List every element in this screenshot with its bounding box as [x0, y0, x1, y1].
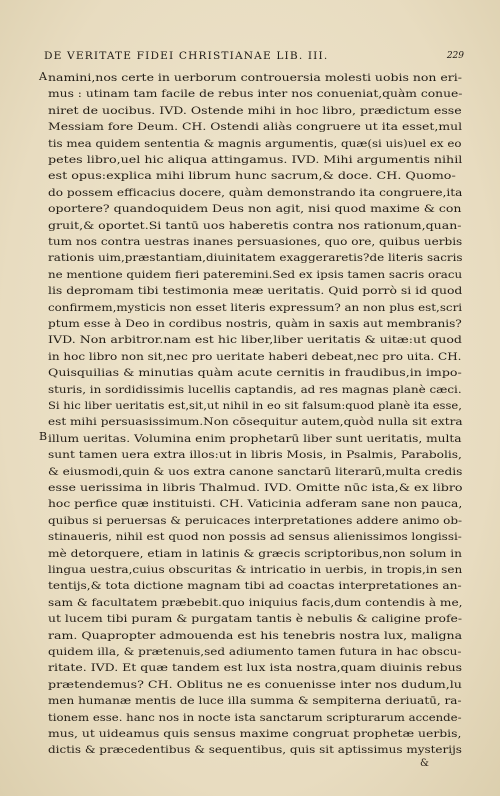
- text-line: ut lucem tibi puram & purgatam tantis è nebulis & caligine profe-: [48, 614, 463, 626]
- text-line: mus, ut uideamus quis sensus maxime congruat prophetæ uerbis,: [48, 729, 462, 740]
- text-line: niret de uocibus. IVD. Ostende mihi in hoc libro, prædictum esse: [48, 105, 462, 117]
- text-line: gruit,& oportet.Si tantū uos haberetis contra nos rationum,quan-: [48, 220, 462, 232]
- running-title: DE VERITATE FIDEI CHRISTIANAE LIB. III.: [44, 50, 329, 62]
- folio-number: 229: [446, 51, 464, 61]
- text-line: mè detorquere, etiam in latinis & græcis scriptoribus,non solum in: [48, 548, 463, 560]
- body-text: [38, 70, 464, 770]
- running-header: [44, 50, 464, 66]
- text-line: tis mea quidem sententia & magnis argumentis, quæ(si uis)uel ex eo: [48, 138, 462, 150]
- text-line: IVD. Non arbitror.nam est hic liber,liber ueritatis & uitæ:ut quod: [48, 335, 462, 347]
- text-line: sunt tamen uera extra illos:ut in libris Mosis, in Psalmis, Parabolis,: [48, 450, 462, 462]
- text-line: ptum esse à Deo in cordibus nostris, quàm in saxis aut membranis?: [48, 319, 462, 330]
- text-line: quidem illa, & prætenuis,sed adiumento tamen futura in hac obscu-: [48, 647, 462, 658]
- text-line: tentijs,& tota dictione magnam tibi ad coactas interpretationes an-: [48, 581, 462, 593]
- text-line: ne mentione quidem fieri pateremini.Sed ex ipsis tamen sacris oracu: [48, 269, 463, 281]
- text-line: tum nos contra uestras inanes persuasiones, quo ore, quibus uerbis: [48, 237, 463, 248]
- text-line: confirmem,mysticis non esset literis expressum? an non plus est,scri: [48, 302, 463, 314]
- text-line: mus : utinam tam facile de rebus inter nos conueniat,quàm conue-: [48, 89, 463, 101]
- text-line: men humanæ mentis de luce illa summa & sempiterna deriuatū, ra-: [48, 696, 462, 708]
- text-line: Quisquilias & minutias quàm acute cernitis in fraudibus,in impo-: [48, 368, 462, 380]
- text-line: prætendemus? CH. Oblitus ne es conuenisse inter nos dudum,lu: [48, 679, 462, 691]
- text-line: Si hic liber ueritatis est,sit,ut nihil in eo sit falsum:quod planè ita esse,: [48, 401, 462, 412]
- text-line: ram. Quapropter admouenda est his tenebris nostra lux, maligna: [48, 630, 463, 642]
- text-line: lis depromam tibi testimonia meæ ueritatis. Quid porrò si id quod: [48, 286, 463, 298]
- text-line: ritate. IVD. Et quæ tandem est lux ista nostra,quam diuinis rebus: [48, 663, 463, 675]
- margin-letter-a: A: [39, 70, 47, 83]
- text-line: hoc perfice quæ instituisti. CH. Vaticinia adferam sane non pauca,: [48, 499, 463, 511]
- text-line: oportere? quandoquidem Deus non agit, nisi quod maxime & con: [48, 204, 462, 216]
- text-line: stinaueris, nihil est quod non possis ad sensus alienissimos longissi-: [48, 532, 462, 544]
- text-line: rationis uim,præstantiam,diuinitatem exaggeraretis?de literis sacris: [48, 253, 463, 265]
- text-line: in hoc libro non sit,nec pro ueritate haberi debeat,nec pro uita. CH.: [48, 351, 462, 363]
- text-line: illum ueritas. Volumina enim prophetarū liber sunt ueritatis, multa: [48, 433, 462, 445]
- text-line: lingua uestra,cuius obscuritas & intricatio in uerbis, in tropis,in sen: [48, 565, 463, 576]
- text-line: tionem esse. hanc nos in nocte ista sanctarum scripturarum accende-: [48, 712, 462, 724]
- text-line: est opus:explica mihi librum hunc sacrum,& doce. CH. Quomo-: [48, 171, 456, 183]
- text-line: esse uerissima in libris Thalmud. IVD. Omitte nūc ista,& ex libro: [48, 483, 463, 494]
- text-line: Messiam fore Deum. CH. Ostendi aliàs congruere ut ita esset,mul: [48, 122, 463, 134]
- text-line: petes libro,uel hic aliqua attingamus. IVD. Mihi argumentis nihil: [48, 155, 463, 166]
- text-line: sturis, in sordidissimis lucellis captandis, ad res magnas planè cæci.: [48, 384, 462, 396]
- text-line: dictis & præcedentibus & sequentibus, quis sit aptissimus mysterijs: [48, 745, 462, 757]
- text-line: do possem efficacius docere, quàm demonstrando ita congruere,ita: [48, 187, 463, 199]
- text-line: & eiusmodi,quin & uos extra canone sanctarū literarū,multa credis: [48, 466, 463, 478]
- text-line: sam & facultatem præbebit.quo iniquius facis,dum contendis à me,: [48, 597, 463, 609]
- catchword: &: [420, 758, 429, 769]
- text-line: quibus si peruersas & peruicaces interpretationes addere animo ob-: [48, 515, 463, 527]
- text-line: est mihi persuasissimum.Non cōsequitur autem,quòd nulla sit extra: [48, 417, 463, 429]
- text-line: namini,nos certe in uerborum controuersia molesti uobis non eri-: [48, 73, 462, 84]
- margin-letter-b: B: [38, 430, 48, 443]
